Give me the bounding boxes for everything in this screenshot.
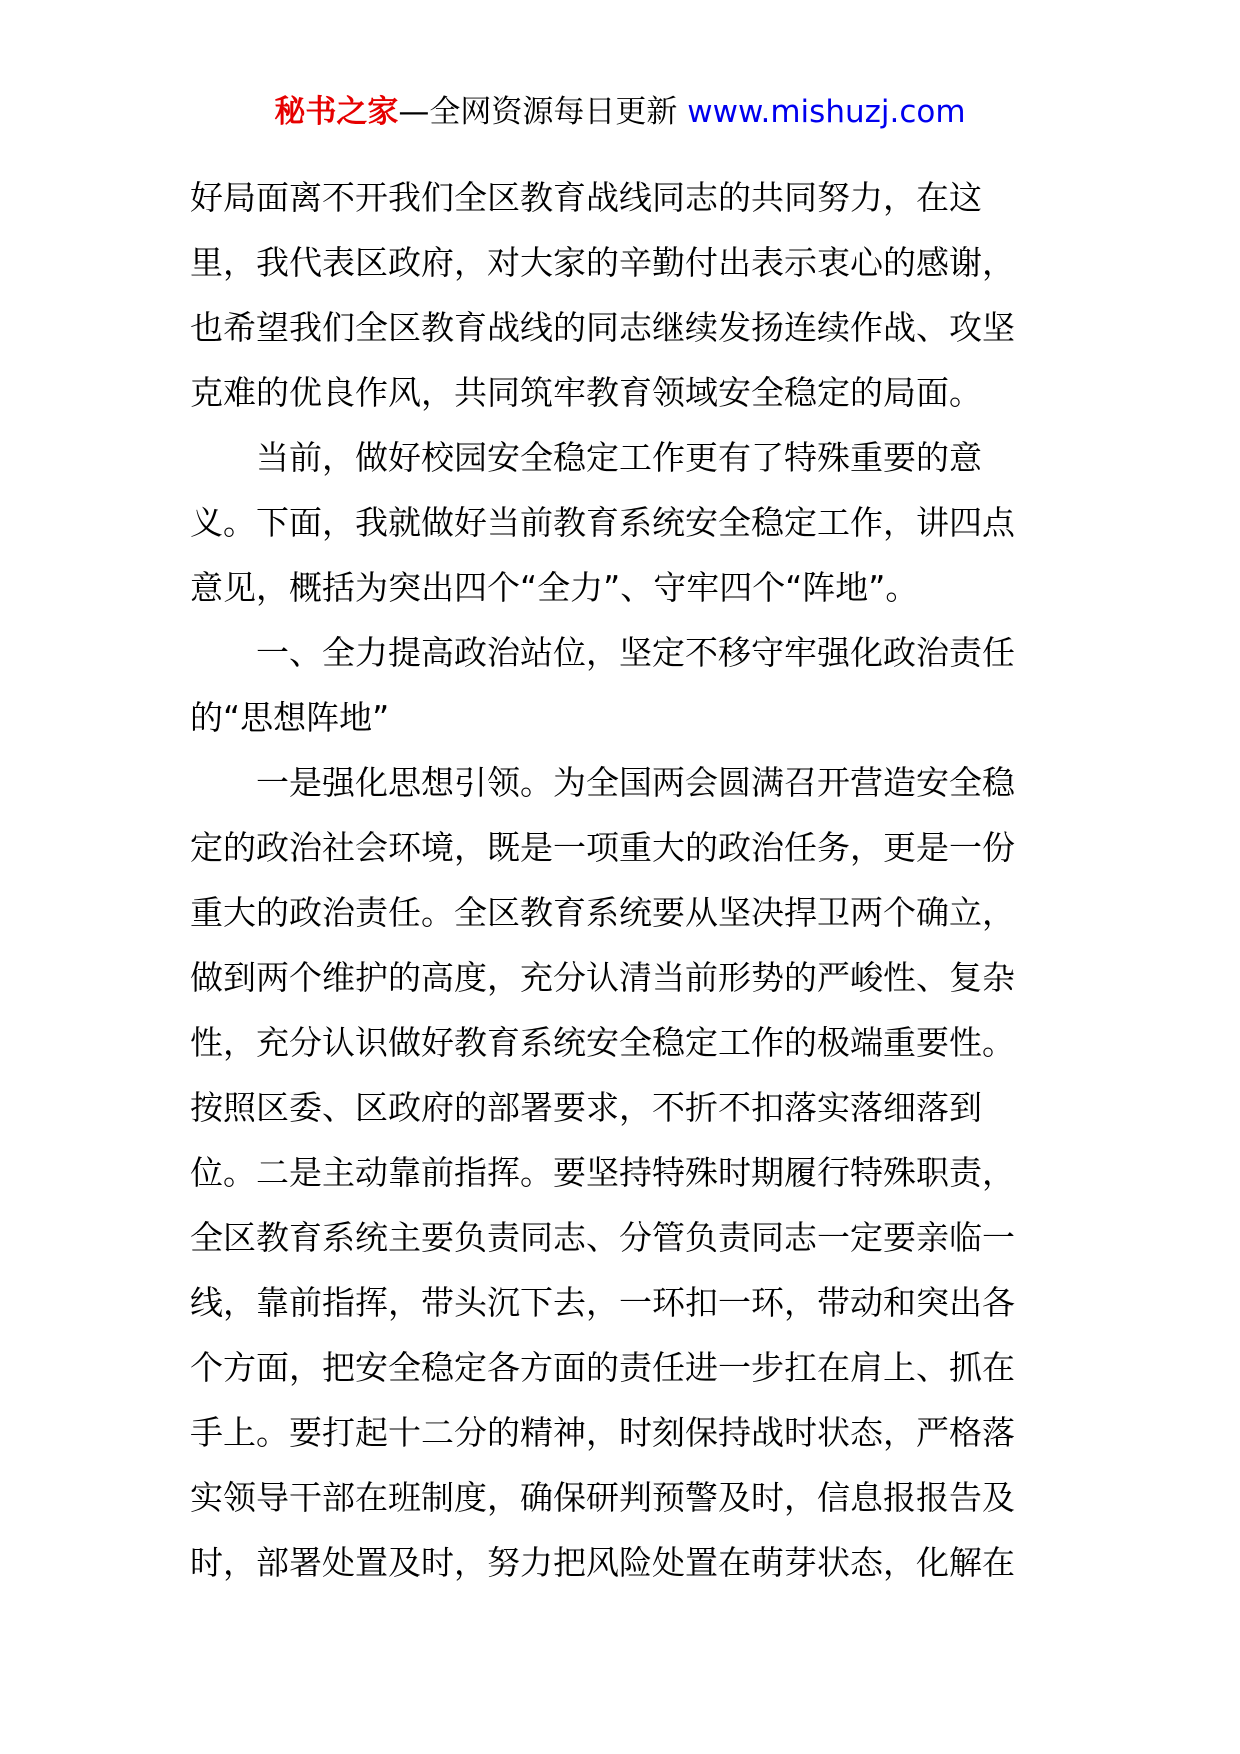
document-body — [190, 165, 1060, 1595]
brand-name: 秘书之家 — [274, 94, 399, 130]
section-heading-line: 一、全力提高政治站位，坚定不移守牢强化政治责任 — [190, 633, 1015, 672]
text-line: 一是强化思想引领。为全国两会圆满召开营造安全稳 — [190, 763, 1015, 802]
section-heading-line: 的“思想阵地” — [190, 698, 390, 737]
text-line: 重大的政治责任。全区教育系统要从坚决捍卫两个确立， — [190, 893, 1015, 932]
text-line: 线，靠前指挥，带头沉下去，一环扣一环，带动和突出各 — [190, 1283, 1015, 1322]
text-line: 义。下面，我就做好当前教育系统安全稳定工作，讲四点 — [190, 503, 1015, 542]
text-line: 定的政治社会环境，既是一项重大的政治任务，更是一份 — [190, 828, 1015, 867]
text-line: 也希望我们全区教育战线的同志继续发扬连续作战、攻坚 — [190, 308, 1015, 347]
text-line: 性，充分认识做好教育系统安全稳定工作的极端重要性。 — [190, 1023, 1015, 1062]
text-line: 做到两个维护的高度，充分认清当前形势的严峻性、复杂 — [190, 958, 1015, 997]
header-slogan: —全网资源每日更新 — [398, 94, 688, 130]
text-line: 好局面离不开我们全区教育战线同志的共同努力，在这 — [190, 178, 982, 217]
text-line: 当前，做好校园安全稳定工作更有了特殊重要的意 — [190, 438, 982, 477]
text-line: 位。二是主动靠前指挥。要坚持特殊时期履行特殊职责， — [190, 1153, 1015, 1192]
text-line: 全区教育系统主要负责同志、分管负责同志一定要亲临一 — [190, 1218, 1015, 1257]
text-line: 实领导干部在班制度，确保研判预警及时，信息报报告及 — [190, 1478, 1015, 1517]
text-line: 个方面，把安全稳定各方面的责任进一步扛在肩上、抓在 — [190, 1348, 1015, 1387]
text-line: 克难的优良作风，共同筑牢教育领域安全稳定的局面。 — [190, 373, 982, 412]
text-line: 里，我代表区政府，对大家的辛勤付出表示衷心的感谢， — [190, 243, 1015, 282]
site-url[interactable]: www.mishuzj.com — [687, 94, 966, 130]
site-header — [0, 92, 1240, 132]
text-line: 时，部署处置及时，努力把风险处置在萌芽状态，化解在 — [190, 1543, 1015, 1582]
text-line: 按照区委、区政府的部署要求，不折不扣落实落细落到 — [190, 1088, 982, 1127]
text-line: 意见，概括为突出四个“全力”、守牢四个“阵地”。 — [190, 568, 919, 607]
text-line: 手上。要打起十二分的精神，时刻保持战时状态，严格落 — [190, 1413, 1015, 1452]
